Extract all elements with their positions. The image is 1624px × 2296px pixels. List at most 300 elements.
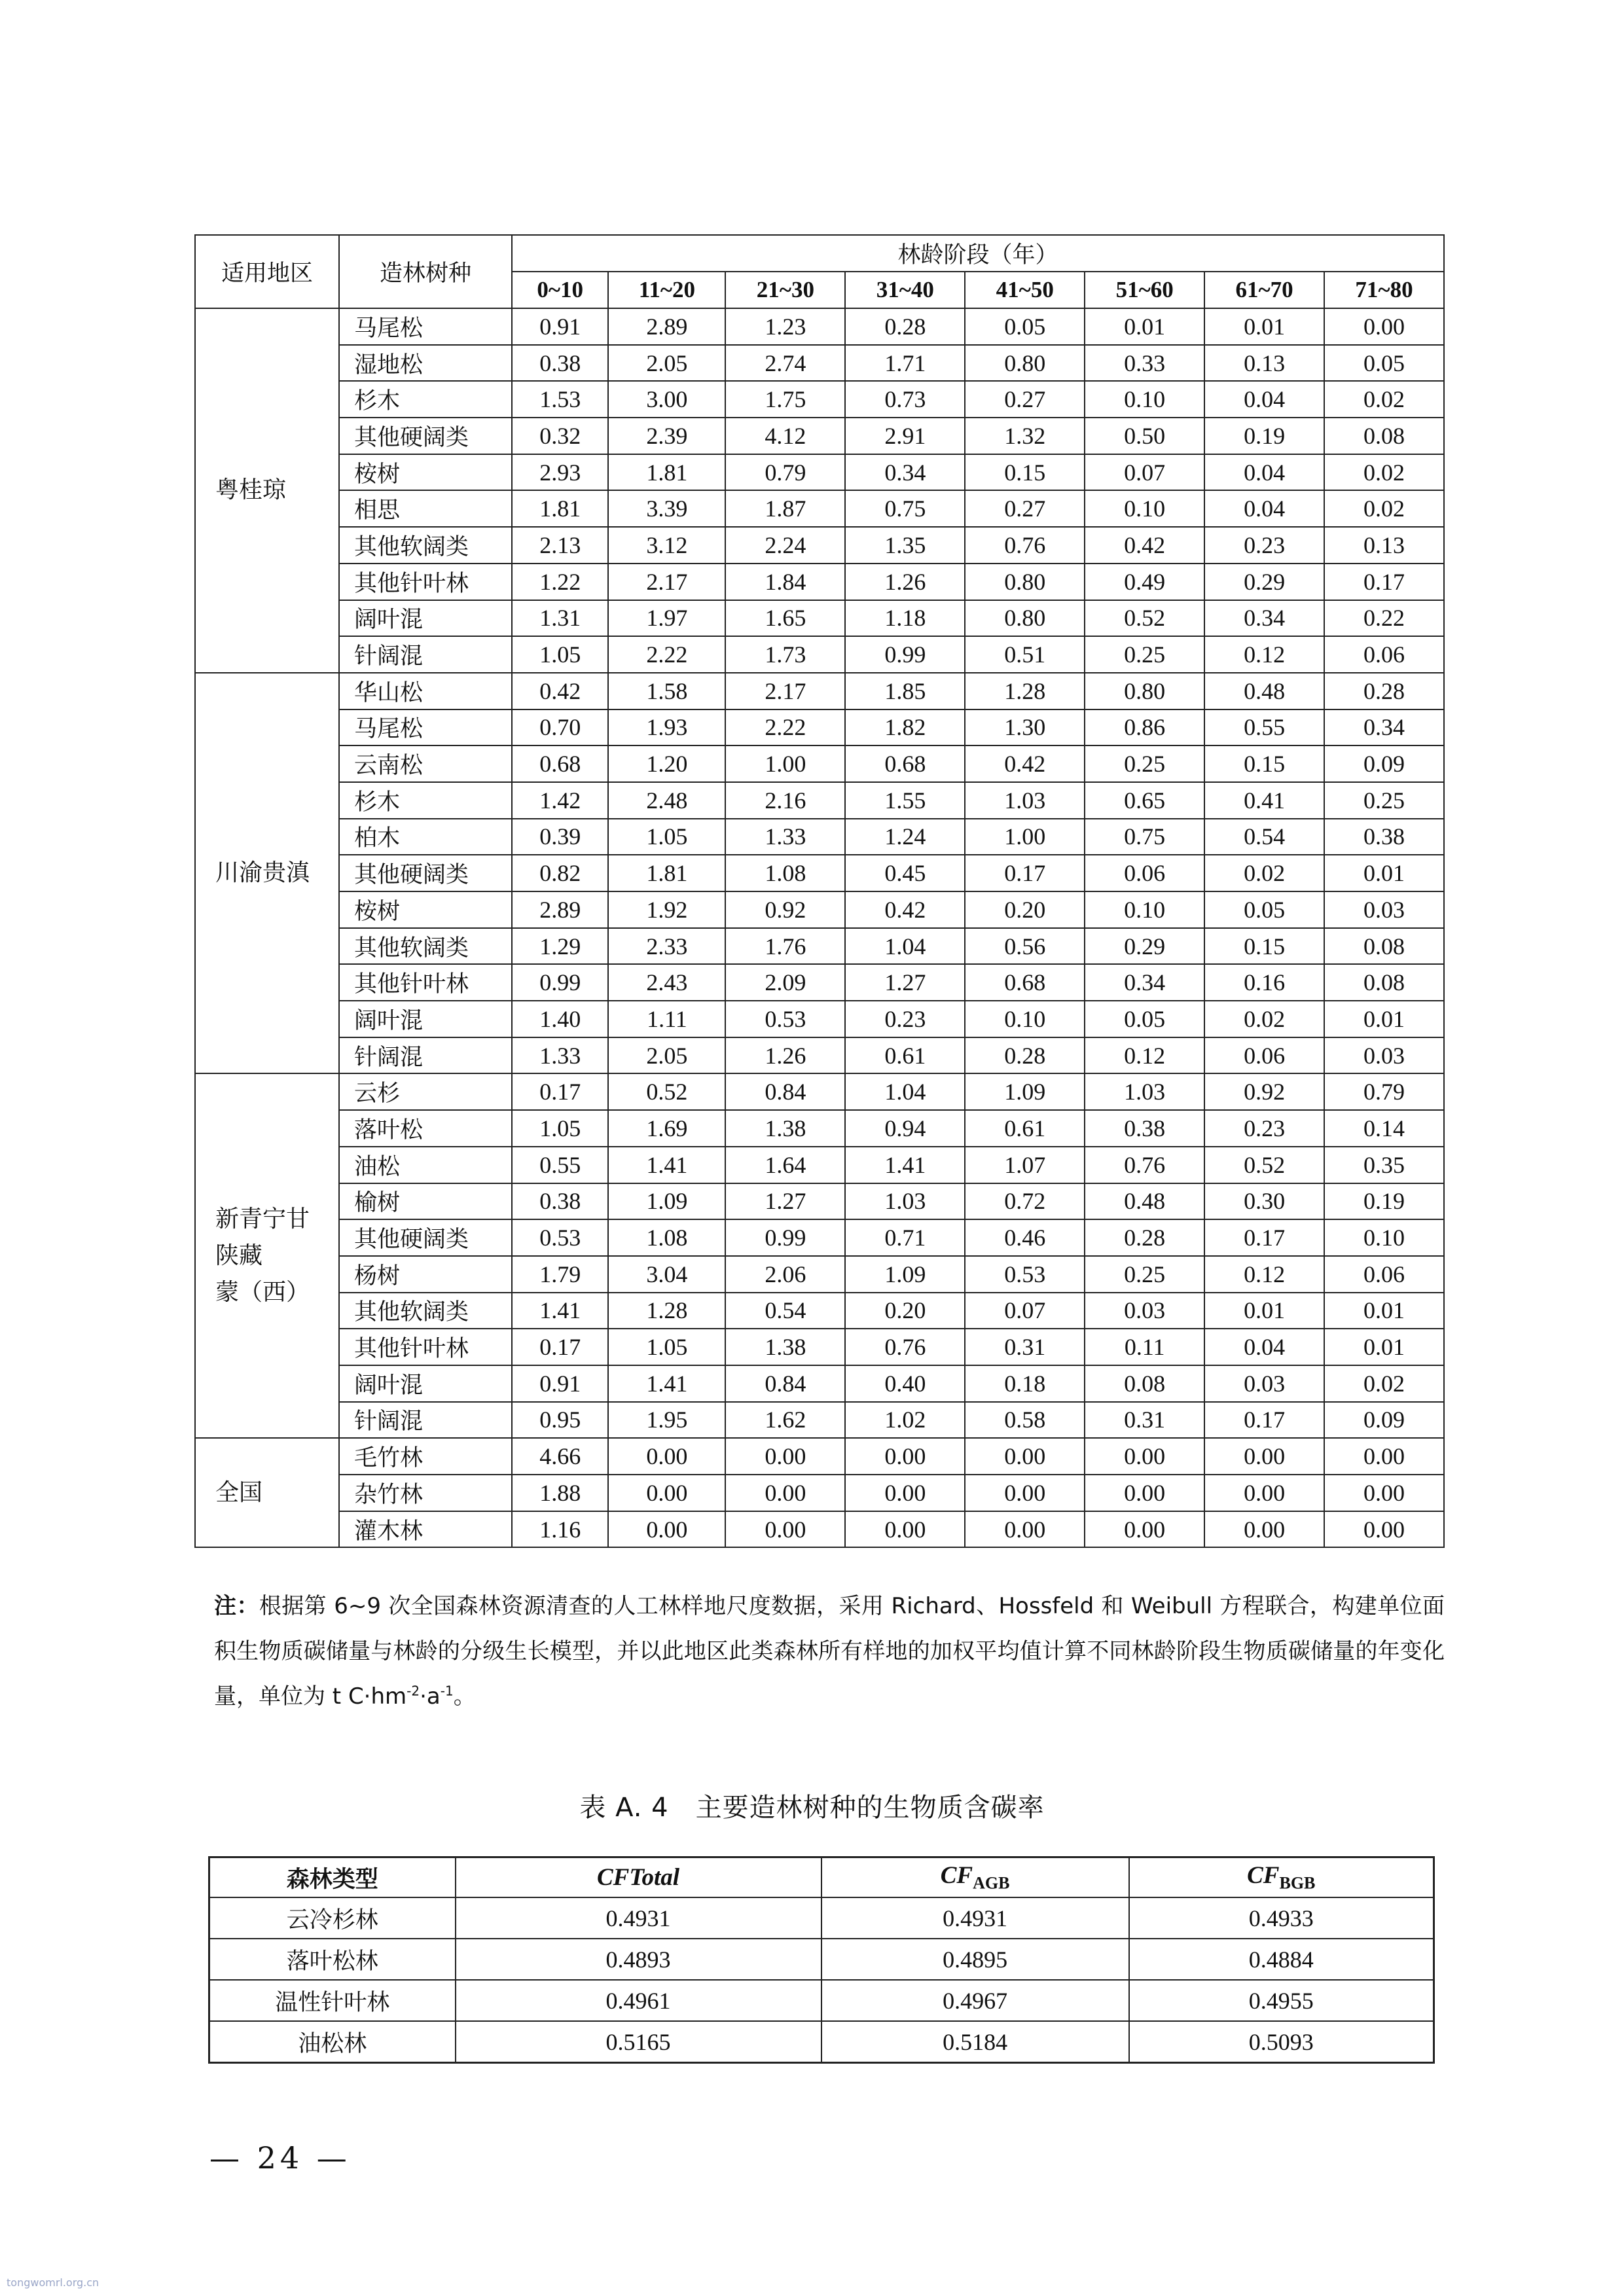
value-cell: 0.17 [965,855,1085,891]
value-cell: 0.32 [512,418,608,454]
value-cell: 1.09 [965,1073,1085,1110]
value-cell: 0.17 [1324,564,1444,600]
value-cell: 0.52 [1085,600,1204,637]
value-cell: 0.22 [1324,600,1444,637]
value-cell: 0.02 [1324,381,1444,418]
value-cell: 0.42 [845,891,965,928]
value-cell: 0.91 [512,1365,608,1402]
value-cell: 0.42 [1085,527,1204,564]
species-cell: 灌木林 [339,1511,512,1548]
value-cell: 0.99 [512,964,608,1001]
value-cell: 0.10 [965,1001,1085,1037]
value-cell: 0.28 [845,308,965,345]
value-cell: 0.16 [1204,964,1324,1001]
value-cell: 0.13 [1324,527,1444,564]
value-cell: 0.10 [1085,891,1204,928]
value-cell: 0.53 [965,1256,1085,1293]
value-cell: 3.00 [608,381,725,418]
value-cell: 1.20 [608,745,725,782]
species-cell: 其他硬阔类 [339,418,512,454]
value-cell: 2.93 [512,454,608,491]
value-cell: 1.26 [725,1037,845,1074]
table-row [209,1980,1434,2021]
value-cell: 0.00 [1204,1511,1324,1548]
value-cell: 0.51 [965,636,1085,673]
value-cell: 0.53 [512,1219,608,1256]
value-cell: 0.42 [965,745,1085,782]
value-cell: 0.40 [845,1365,965,1402]
value-cell: 1.82 [845,709,965,746]
table-row [195,454,1444,491]
value-cell: 0.20 [965,891,1085,928]
value-cell: 0.34 [845,454,965,491]
bgb-cell: 0.4933 [1129,1897,1434,1939]
value-cell: 0.02 [1324,454,1444,491]
value-cell: 2.89 [512,891,608,928]
annual-biomass-carbon-change-table [194,234,1445,1548]
value-cell: 1.00 [965,819,1085,855]
value-cell: 0.52 [1204,1147,1324,1183]
value-cell: 2.24 [725,527,845,564]
value-cell: 1.27 [725,1183,845,1220]
value-cell: 0.01 [1324,1293,1444,1329]
species-cell: 其他硬阔类 [339,855,512,891]
header-cf-agb: $CF_{AGB}$ [821,1857,1129,1898]
table-row [195,1037,1444,1074]
value-cell: 0.18 [965,1365,1085,1402]
agb-cell: 0.5184 [821,2021,1129,2063]
value-cell: 0.00 [1085,1438,1204,1475]
value-cell: 1.62 [725,1402,845,1439]
region-cell [195,308,339,673]
note-sup-2: -1 [440,1683,454,1699]
value-cell: 0.34 [1085,964,1204,1001]
note-unit-mid: ·a [420,1683,441,1710]
value-cell: 0.55 [512,1147,608,1183]
value-cell: 0.01 [1204,308,1324,345]
note-label: 注： [214,1593,259,1619]
header-cf-total: CFTotal [456,1857,821,1898]
value-cell: 0.12 [1085,1037,1204,1074]
table-row [195,855,1444,891]
value-cell: 1.09 [608,1183,725,1220]
value-cell: 1.22 [512,564,608,600]
species-cell: 柏木 [339,819,512,855]
species-cell: 其他硬阔类 [339,1219,512,1256]
table-row [209,1897,1434,1939]
value-cell: 0.03 [1324,1037,1444,1074]
value-cell: 0.71 [845,1219,965,1256]
value-cell: 0.28 [1324,673,1444,709]
value-cell: 0.58 [965,1402,1085,1439]
value-cell: 0.54 [1204,819,1324,855]
type-cell: 温性针叶林 [209,1980,456,2021]
table-row [195,636,1444,673]
value-cell: 1.55 [845,782,965,819]
species-cell: 其他针叶林 [339,564,512,600]
value-cell: 0.23 [845,1001,965,1037]
value-cell: 1.23 [725,308,845,345]
value-cell: 1.18 [845,600,965,637]
value-cell: 0.00 [965,1475,1085,1511]
value-cell: 2.05 [608,345,725,382]
value-cell: 0.68 [845,745,965,782]
region-line: 川渝贵滇 [215,859,310,887]
value-cell: 0.11 [1085,1329,1204,1365]
value-cell: 0.53 [725,1001,845,1037]
value-cell: 0.31 [965,1329,1085,1365]
value-cell: 1.09 [845,1256,965,1293]
species-cell: 湿地松 [339,345,512,382]
type-cell: 落叶松林 [209,1939,456,1980]
species-cell: 杨树 [339,1256,512,1293]
value-cell: 4.66 [512,1438,608,1475]
value-cell: 0.00 [608,1475,725,1511]
header-age-class: 31~40 [845,272,965,308]
species-cell: 云南松 [339,745,512,782]
region-line: 粤桂琼 [215,476,287,504]
species-cell: 杂竹林 [339,1475,512,1511]
table-row [209,2021,1434,2063]
species-cell: 华山松 [339,673,512,709]
header-age-class: 11~20 [608,272,725,308]
value-cell: 0.00 [1324,1511,1444,1548]
value-cell: 1.76 [725,928,845,965]
value-cell: 0.80 [965,345,1085,382]
value-cell: 0.23 [1204,527,1324,564]
species-cell: 针阔混 [339,1037,512,1074]
species-cell: 针阔混 [339,636,512,673]
value-cell: 2.39 [608,418,725,454]
species-cell: 阔叶混 [339,1365,512,1402]
value-cell: 0.27 [965,490,1085,527]
species-cell: 其他针叶林 [339,1329,512,1365]
table-row [195,490,1444,527]
value-cell: 0.50 [1085,418,1204,454]
header-cf-bgb: $CF_{BGB}$ [1129,1857,1434,1898]
table-row [195,381,1444,418]
value-cell: 1.88 [512,1475,608,1511]
value-cell: 0.73 [845,381,965,418]
species-cell: 马尾松 [339,709,512,746]
value-cell: 0.15 [1204,928,1324,965]
value-cell: 1.31 [512,600,608,637]
value-cell: 0.25 [1085,636,1204,673]
value-cell: 0.91 [512,308,608,345]
value-cell: 1.38 [725,1110,845,1147]
value-cell: 0.08 [1085,1365,1204,1402]
table-row [195,1001,1444,1037]
value-cell: 1.92 [608,891,725,928]
value-cell: 0.15 [965,454,1085,491]
value-cell: 0.84 [725,1365,845,1402]
region-line: 新青宁甘 [215,1205,310,1232]
value-cell: 0.92 [725,891,845,928]
species-cell: 其他软阔类 [339,1293,512,1329]
bgb-cell: 0.4884 [1129,1939,1434,1980]
value-cell: 1.75 [725,381,845,418]
value-cell: 0.09 [1324,1402,1444,1439]
value-cell: 0.01 [1324,855,1444,891]
value-cell: 1.28 [608,1293,725,1329]
value-cell: 0.04 [1204,381,1324,418]
value-cell: 0.82 [512,855,608,891]
value-cell: 2.06 [725,1256,845,1293]
value-cell: 0.00 [965,1438,1085,1475]
value-cell: 0.76 [965,527,1085,564]
value-cell: 0.08 [1324,964,1444,1001]
value-cell: 2.16 [725,782,845,819]
value-cell: 1.81 [608,855,725,891]
value-cell: 1.26 [845,564,965,600]
value-cell: 0.46 [965,1219,1085,1256]
value-cell: 0.05 [1085,1001,1204,1037]
value-cell: 0.38 [512,345,608,382]
value-cell: 2.22 [725,709,845,746]
value-cell: 2.09 [725,964,845,1001]
value-cell: 0.07 [1085,454,1204,491]
table-row [195,782,1444,819]
value-cell: 0.02 [1204,855,1324,891]
table-row [195,1073,1444,1110]
value-cell: 0.76 [845,1329,965,1365]
value-cell: 1.03 [965,782,1085,819]
value-cell: 0.06 [1204,1037,1324,1074]
value-cell: 0.00 [1085,1475,1204,1511]
value-cell: 0.00 [1204,1475,1324,1511]
region-cell [195,1073,339,1438]
table-row [195,1329,1444,1365]
value-cell: 0.20 [845,1293,965,1329]
value-cell: 0.42 [512,673,608,709]
table-row [195,891,1444,928]
value-cell: 1.73 [725,636,845,673]
value-cell: 0.01 [1324,1001,1444,1037]
value-cell: 1.03 [845,1183,965,1220]
value-cell: 0.02 [1204,1001,1324,1037]
value-cell: 2.89 [608,308,725,345]
value-cell: 0.08 [1324,418,1444,454]
value-cell: 0.33 [1085,345,1204,382]
species-cell: 针阔混 [339,1402,512,1439]
value-cell: 0.10 [1085,381,1204,418]
value-cell: 0.61 [965,1110,1085,1147]
value-cell: 1.05 [512,636,608,673]
value-cell: 2.91 [845,418,965,454]
table-row [195,673,1444,709]
value-cell: 1.84 [725,564,845,600]
value-cell: 1.05 [608,1329,725,1365]
table-row [195,345,1444,382]
value-cell: 0.84 [725,1073,845,1110]
value-cell: 0.80 [965,600,1085,637]
value-cell: 0.72 [965,1183,1085,1220]
value-cell: 0.07 [965,1293,1085,1329]
value-cell: 0.04 [1204,1329,1324,1365]
header-age-class: 0~10 [512,272,608,308]
value-cell: 0.80 [1085,673,1204,709]
value-cell: 1.27 [845,964,965,1001]
value-cell: 0.02 [1324,1365,1444,1402]
value-cell: 1.04 [845,928,965,965]
species-cell: 杉木 [339,381,512,418]
value-cell: 0.45 [845,855,965,891]
value-cell: 1.28 [965,673,1085,709]
table-row [195,819,1444,855]
table-row [195,1147,1444,1183]
value-cell: 0.27 [965,381,1085,418]
value-cell: 0.48 [1204,673,1324,709]
value-cell: 0.49 [1085,564,1204,600]
table-row [195,1183,1444,1220]
agb-cell: 0.4931 [821,1897,1129,1939]
value-cell: 1.85 [845,673,965,709]
value-cell: 1.81 [512,490,608,527]
table-row [195,308,1444,345]
value-cell: 1.11 [608,1001,725,1037]
value-cell: 0.00 [725,1438,845,1475]
value-cell: 1.32 [965,418,1085,454]
agb-cell: 0.4967 [821,1980,1129,2021]
value-cell: 0.00 [1324,1475,1444,1511]
value-cell: 0.00 [725,1511,845,1548]
value-cell: 1.04 [845,1073,965,1110]
value-cell: 0.00 [1324,1438,1444,1475]
value-cell: 0.68 [965,964,1085,1001]
value-cell: 0.38 [1085,1110,1204,1147]
value-cell: 1.35 [845,527,965,564]
species-cell: 油松 [339,1147,512,1183]
value-cell: 0.92 [1204,1073,1324,1110]
table-row [195,564,1444,600]
value-cell: 0.10 [1324,1219,1444,1256]
value-cell: 1.05 [512,1110,608,1147]
header-age-class: 61~70 [1204,272,1324,308]
value-cell: 0.25 [1324,782,1444,819]
value-cell: 0.17 [512,1073,608,1110]
value-cell: 0.39 [512,819,608,855]
value-cell: 0.05 [1324,345,1444,382]
value-cell: 0.23 [1204,1110,1324,1147]
value-cell: 0.25 [1085,745,1204,782]
region-cell [195,1438,339,1547]
value-cell: 2.74 [725,345,845,382]
header-age-class: 71~80 [1324,272,1444,308]
value-cell: 0.99 [845,636,965,673]
table-row [195,1365,1444,1402]
value-cell: 0.03 [1204,1365,1324,1402]
value-cell: 1.87 [725,490,845,527]
value-cell: 0.65 [1085,782,1204,819]
value-cell: 0.04 [1204,454,1324,491]
species-cell: 阔叶混 [339,600,512,637]
page-number: — 24 — [209,2140,351,2176]
value-cell: 0.34 [1204,600,1324,637]
value-cell: 0.00 [725,1475,845,1511]
table-row [195,964,1444,1001]
type-cell: 云冷杉林 [209,1897,456,1939]
species-cell: 其他软阔类 [339,527,512,564]
table-note [214,1584,1445,1719]
value-cell: 1.64 [725,1147,845,1183]
value-cell: 1.38 [725,1329,845,1365]
value-cell: 0.00 [1085,1511,1204,1548]
value-cell: 0.12 [1204,636,1324,673]
value-cell: 1.08 [725,855,845,891]
header-age-group: 林龄阶段（年） [512,235,1444,272]
total-cell: 0.5165 [456,2021,821,2063]
value-cell: 0.52 [608,1073,725,1110]
value-cell: 1.41 [608,1147,725,1183]
value-cell: 0.00 [845,1511,965,1548]
watermark: tongwomrl.org.cn [7,2276,99,2289]
value-cell: 0.17 [1204,1402,1324,1439]
value-cell: 0.12 [1204,1256,1324,1293]
value-cell: 0.00 [845,1438,965,1475]
header-age-class: 41~50 [965,272,1085,308]
value-cell: 2.43 [608,964,725,1001]
species-cell: 云杉 [339,1073,512,1110]
value-cell: 0.05 [1204,891,1324,928]
value-cell: 0.19 [1324,1183,1444,1220]
table-a4-title: 表 A. 4 主要造林树种的生物质含碳率 [579,1793,1045,1823]
value-cell: 1.33 [512,1037,608,1074]
value-cell: 1.40 [512,1001,608,1037]
value-cell: 0.29 [1204,564,1324,600]
value-cell: 0.54 [725,1293,845,1329]
value-cell: 0.05 [965,308,1085,345]
value-cell: 0.61 [845,1037,965,1074]
note-text: 根据第 6~9 次全国森林资源清查的人工林样地尺度数据，采用 Richard、Hossfeld 和 Weibull 方程联合，构建单位面积生物质碳储量与林龄的分级生长模型，并以此地区此类森林所有样地的加权平均值计算不同林龄阶段生物质碳储量的年变化量，单位为 t C·hm [214,1593,1445,1710]
species-cell: 相思 [339,490,512,527]
value-cell: 1.30 [965,709,1085,746]
value-cell: 1.41 [845,1147,965,1183]
value-cell: 0.17 [512,1329,608,1365]
table-row [195,709,1444,746]
value-cell: 0.75 [845,490,965,527]
value-cell: 0.08 [1324,928,1444,965]
value-cell: 2.17 [608,564,725,600]
value-cell: 2.48 [608,782,725,819]
value-cell: 1.71 [845,345,965,382]
value-cell: 0.28 [965,1037,1085,1074]
value-cell: 3.04 [608,1256,725,1293]
species-cell: 马尾松 [339,308,512,345]
value-cell: 0.31 [1085,1402,1204,1439]
table-row [195,1219,1444,1256]
value-cell: 1.08 [608,1219,725,1256]
value-cell: 0.06 [1324,1256,1444,1293]
value-cell: 3.12 [608,527,725,564]
value-cell: 0.56 [965,928,1085,965]
value-cell: 0.94 [845,1110,965,1147]
value-cell: 1.95 [608,1402,725,1439]
table-row [195,1256,1444,1293]
value-cell: 2.33 [608,928,725,965]
value-cell: 0.02 [1324,490,1444,527]
value-cell: 0.41 [1204,782,1324,819]
value-cell: 0.00 [1324,308,1444,345]
value-cell: 1.41 [608,1365,725,1402]
value-cell: 0.68 [512,745,608,782]
value-cell: 0.00 [1204,1438,1324,1475]
table-row [195,745,1444,782]
species-cell: 阔叶混 [339,1001,512,1037]
species-cell: 落叶松 [339,1110,512,1147]
value-cell: 1.81 [608,454,725,491]
value-cell: 2.22 [608,636,725,673]
value-cell: 0.01 [1085,308,1204,345]
